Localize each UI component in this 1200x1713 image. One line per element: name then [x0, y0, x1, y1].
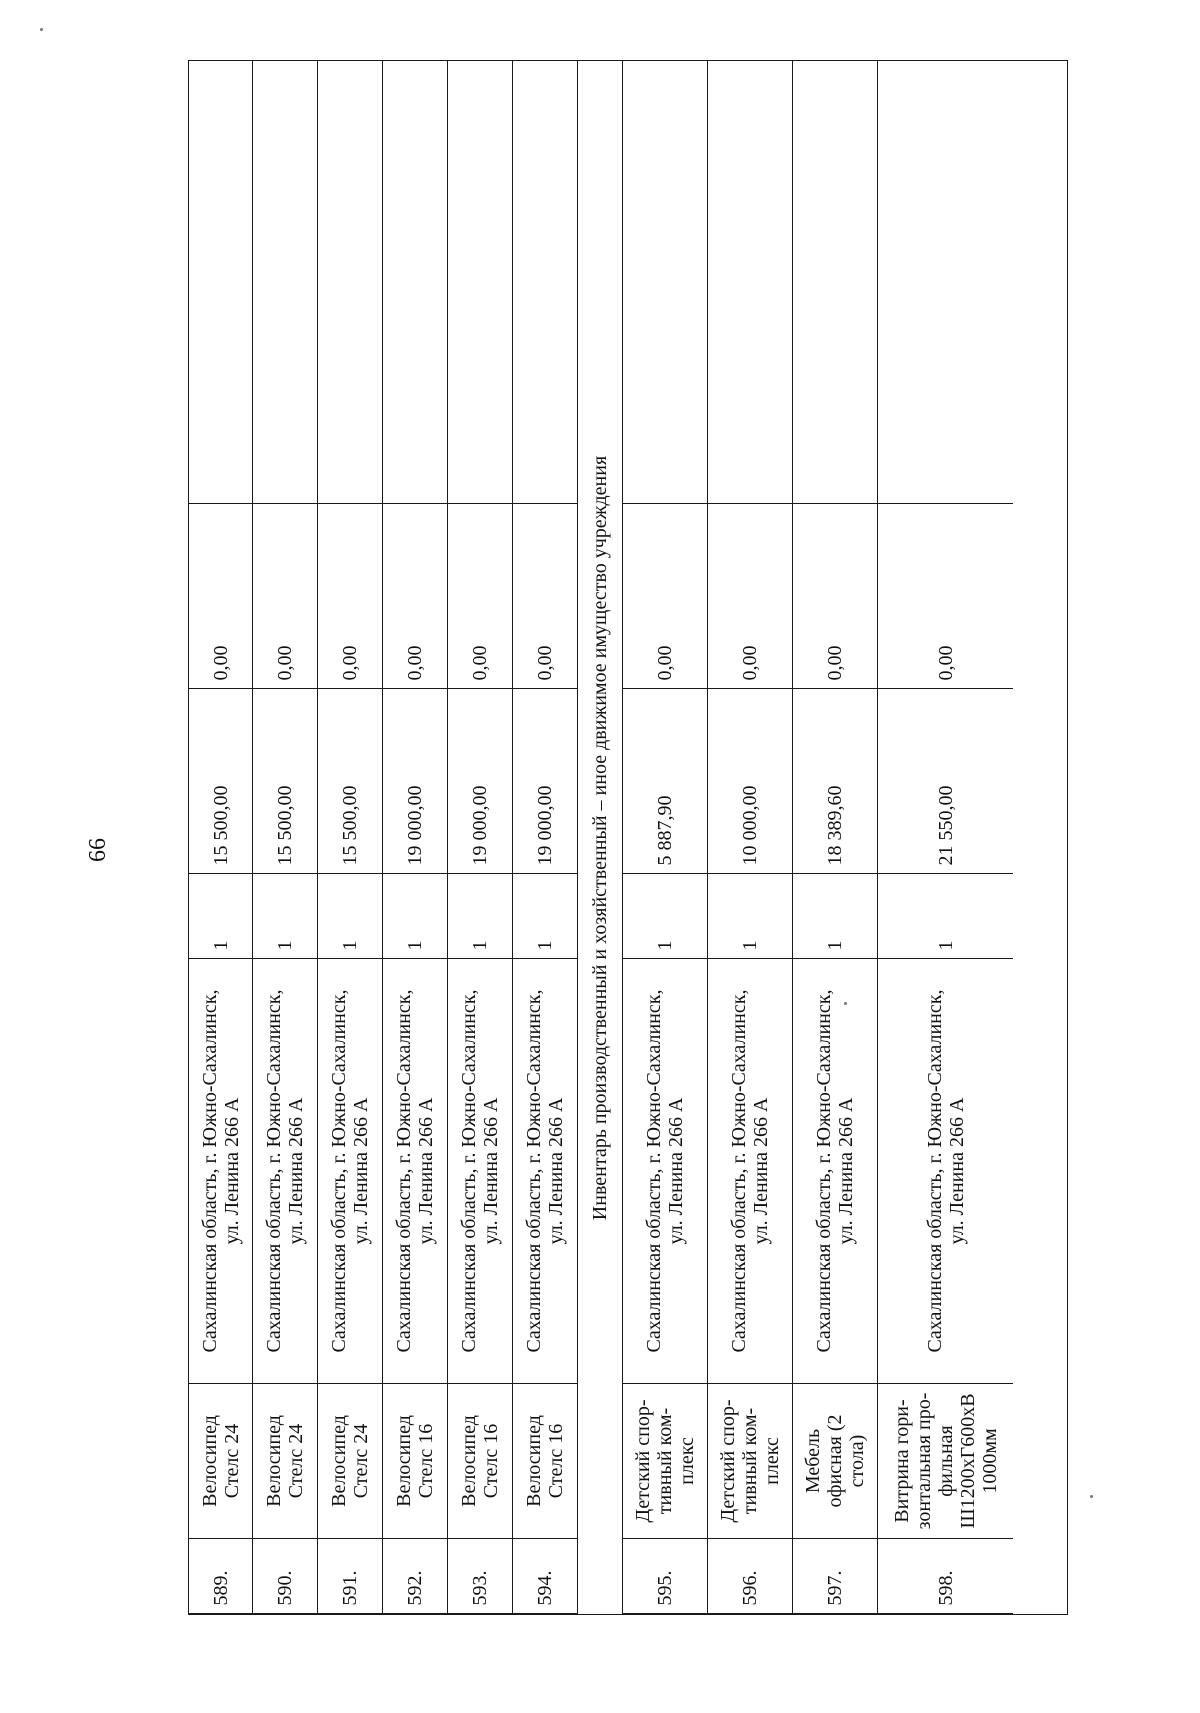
cell-address: [448, 959, 512, 1384]
address-text: Сахалинская область, г. Южно-Сахалинск, ул. Ленина 266 А: [393, 989, 437, 1353]
cell-name: [448, 1384, 512, 1539]
cell-qty: [708, 874, 792, 959]
cell-balance: [878, 689, 1013, 874]
cell-extra2: [189, 59, 252, 389]
table-row: [253, 61, 318, 1614]
scan-speck: [40, 28, 43, 31]
residual-text: 0,00: [739, 645, 761, 681]
section-heading-row: [578, 61, 623, 1614]
cell-residual: [708, 504, 792, 689]
name-text: Велосипед Стелс 24: [198, 1415, 243, 1507]
address-text: Сахалинская область, г. Южно-Сахалинск, ул. Ленина 266 А: [458, 989, 502, 1353]
cell-extra1: [708, 389, 792, 504]
cell-num: [318, 1539, 382, 1614]
residual-text: 0,00: [339, 645, 361, 681]
cell-balance: [189, 689, 252, 874]
cell-residual: [253, 504, 317, 689]
cell-num: [623, 1539, 707, 1614]
cell-extra2: [318, 59, 382, 389]
cell-qty: [189, 874, 252, 959]
name-text: Велосипед Стелс 24: [328, 1415, 372, 1507]
cell-extra2: [448, 59, 512, 389]
address-text: Сахалинская область, г. Южно-Сахалинск, ул. Ленина 266 А: [523, 989, 567, 1353]
cell-extra1: [189, 389, 252, 504]
address-text: Сахалинская область, г. Южно-Сахалинск, ул. Ленина 266 А: [263, 989, 307, 1353]
cell-num: [383, 1539, 447, 1614]
balance-text: 19 000,00: [404, 785, 426, 866]
cell-address: [318, 959, 382, 1384]
table-row: [513, 61, 578, 1614]
cell-extra2: [383, 59, 447, 389]
cell-address: [793, 959, 877, 1384]
num-text: 596.: [739, 1570, 761, 1606]
cell-extra1: [253, 389, 317, 504]
cell-name: [253, 1384, 317, 1539]
address-text: Сахалинская область, г. Южно-Сахалинск, ул. Ленина 266 А: [198, 989, 243, 1353]
cell-num: [253, 1539, 317, 1614]
balance-text: 5 887,90: [654, 795, 676, 866]
name-text: Детский спор-тивный ком-плекс: [632, 1399, 698, 1523]
address-text: Сахалинская область, г. Южно-Сахалинск, ул. Ленина 266 А: [813, 989, 857, 1353]
num-text: 597.: [824, 1570, 846, 1606]
qty-text: 1: [469, 940, 491, 951]
cell-extra2: [878, 59, 1013, 389]
cell-residual: [189, 504, 252, 689]
cell-qty: [793, 874, 877, 959]
cell-extra1: [448, 389, 512, 504]
name-text: Велосипед Стелс 16: [523, 1415, 567, 1507]
cell-extra2: [513, 59, 577, 389]
cell-extra1: [623, 389, 707, 504]
num-text: 595.: [654, 1570, 676, 1606]
balance-text: 21 550,00: [934, 785, 957, 866]
residual-text: 0,00: [824, 645, 846, 681]
qty-text: 1: [404, 940, 426, 951]
residual-text: 0,00: [534, 645, 556, 681]
cell-name: [189, 1384, 252, 1539]
cell-name: [793, 1384, 877, 1539]
address-text: Сахалинская область, г. Южно-Сахалинск, ул. Ленина 266 А: [728, 989, 772, 1353]
address-text: Сахалинская область, г. Южно-Сахалинск, ул. Ленина 266 А: [923, 989, 968, 1353]
cell-num: [708, 1539, 792, 1614]
cell-balance: [253, 689, 317, 874]
cell-balance: [708, 689, 792, 874]
cell-extra1: [878, 389, 1013, 504]
cell-extra1: [513, 389, 577, 504]
num-text: 591.: [339, 1570, 361, 1606]
cell-extra2: [623, 59, 707, 389]
qty-text: 1: [209, 940, 232, 951]
cell-address: [623, 959, 707, 1384]
num-text: 592.: [404, 1570, 426, 1606]
residual-text: 0,00: [934, 645, 957, 681]
name-text: Детский спор-тивный ком-плекс: [717, 1399, 783, 1523]
cell-num: [878, 1539, 1013, 1614]
cell-extra2: [253, 59, 317, 389]
name-text: Велосипед Стелс 16: [458, 1415, 502, 1507]
cell-address: [513, 959, 577, 1384]
section-heading: Инвентарь производственный и хозяйственный – иное движимое имущество учреждения: [589, 455, 611, 1220]
table-row: [793, 61, 878, 1614]
cell-balance: [383, 689, 447, 874]
qty-text: 1: [934, 940, 957, 951]
balance-text: 10 000,00: [739, 785, 761, 866]
cell-name: [708, 1384, 792, 1539]
cell-qty: [318, 874, 382, 959]
cell-residual: [623, 504, 707, 689]
balance-text: 18 389,60: [824, 785, 846, 866]
residual-text: 0,00: [404, 645, 426, 681]
cell-qty: [878, 874, 1013, 959]
cell-name: [383, 1384, 447, 1539]
table-row: [189, 61, 253, 1614]
balance-text: 15 500,00: [209, 785, 232, 866]
qty-text: 1: [654, 940, 676, 951]
cell-address: [253, 959, 317, 1384]
cell-address: [189, 959, 252, 1384]
cell-residual: [513, 504, 577, 689]
num-text: 593.: [469, 1570, 491, 1606]
qty-text: 1: [534, 940, 556, 951]
qty-text: 1: [739, 940, 761, 951]
cell-balance: [448, 689, 512, 874]
cell-num: [793, 1539, 877, 1614]
cell-name: [513, 1384, 577, 1539]
cell-balance: [793, 689, 877, 874]
cell-extra1: [793, 389, 877, 504]
qty-text: 1: [274, 940, 296, 951]
table-row: [318, 61, 383, 1614]
table-row: [383, 61, 448, 1614]
cell-residual: [448, 504, 512, 689]
cell-qty: [623, 874, 707, 959]
name-text: Витрина гори-зонтальная про-фильная Ш1200хГ600хВ 1000мм: [890, 1392, 1001, 1530]
residual-text: 0,00: [274, 645, 296, 681]
cell-qty: [383, 874, 447, 959]
cell-qty: [253, 874, 317, 959]
cell-name: [623, 1384, 707, 1539]
scan-speck: [1090, 1495, 1093, 1498]
cell-name: [318, 1384, 382, 1539]
cell-num: [189, 1539, 252, 1614]
cell-qty: [513, 874, 577, 959]
num-text: 590.: [274, 1570, 296, 1606]
name-text: Мебель офисная (2 стола): [802, 1414, 868, 1508]
balance-text: 19 000,00: [534, 785, 556, 866]
num-text: 598.: [934, 1570, 957, 1606]
qty-text: 1: [339, 940, 361, 951]
scan-speck: [844, 1002, 847, 1005]
name-text: Велосипед Стелс 16: [393, 1415, 437, 1507]
cell-num: [513, 1539, 577, 1614]
cell-address: [708, 959, 792, 1384]
cell-extra1: [383, 389, 447, 504]
table-row: [708, 61, 793, 1614]
table-row: [448, 61, 513, 1614]
residual-text: 0,00: [209, 645, 232, 681]
residual-text: 0,00: [654, 645, 676, 681]
cell-address: [383, 959, 447, 1384]
residual-text: 0,00: [469, 645, 491, 681]
cell-qty: [448, 874, 512, 959]
cell-residual: [878, 504, 1013, 689]
balance-text: 19 000,00: [469, 785, 491, 866]
cell-residual: [793, 504, 877, 689]
cell-balance: [318, 689, 382, 874]
name-text: Велосипед Стелс 24: [263, 1415, 307, 1507]
cell-name: [878, 1384, 1013, 1539]
cell-balance: [623, 689, 707, 874]
num-text: 594.: [534, 1570, 556, 1606]
cell-extra2: [793, 59, 877, 389]
cell-address: [878, 959, 1013, 1384]
balance-text: 15 500,00: [339, 785, 361, 866]
balance-text: 15 500,00: [274, 785, 296, 866]
table-row: [878, 61, 1013, 1614]
num-text: 589.: [209, 1570, 232, 1606]
page-number: 66: [85, 838, 111, 862]
cell-extra1: [318, 389, 382, 504]
address-text: Сахалинская область, г. Южно-Сахалинск, ул. Ленина 266 А: [328, 989, 372, 1353]
address-text: Сахалинская область, г. Южно-Сахалинск, ул. Ленина 266 А: [643, 989, 687, 1353]
table-row: [623, 61, 708, 1614]
property-table: [188, 60, 1068, 1615]
cell-num: [448, 1539, 512, 1614]
cell-extra2: [708, 59, 792, 389]
cell-residual: [318, 504, 382, 689]
qty-text: 1: [824, 940, 846, 951]
cell-balance: [513, 689, 577, 874]
cell-residual: [383, 504, 447, 689]
